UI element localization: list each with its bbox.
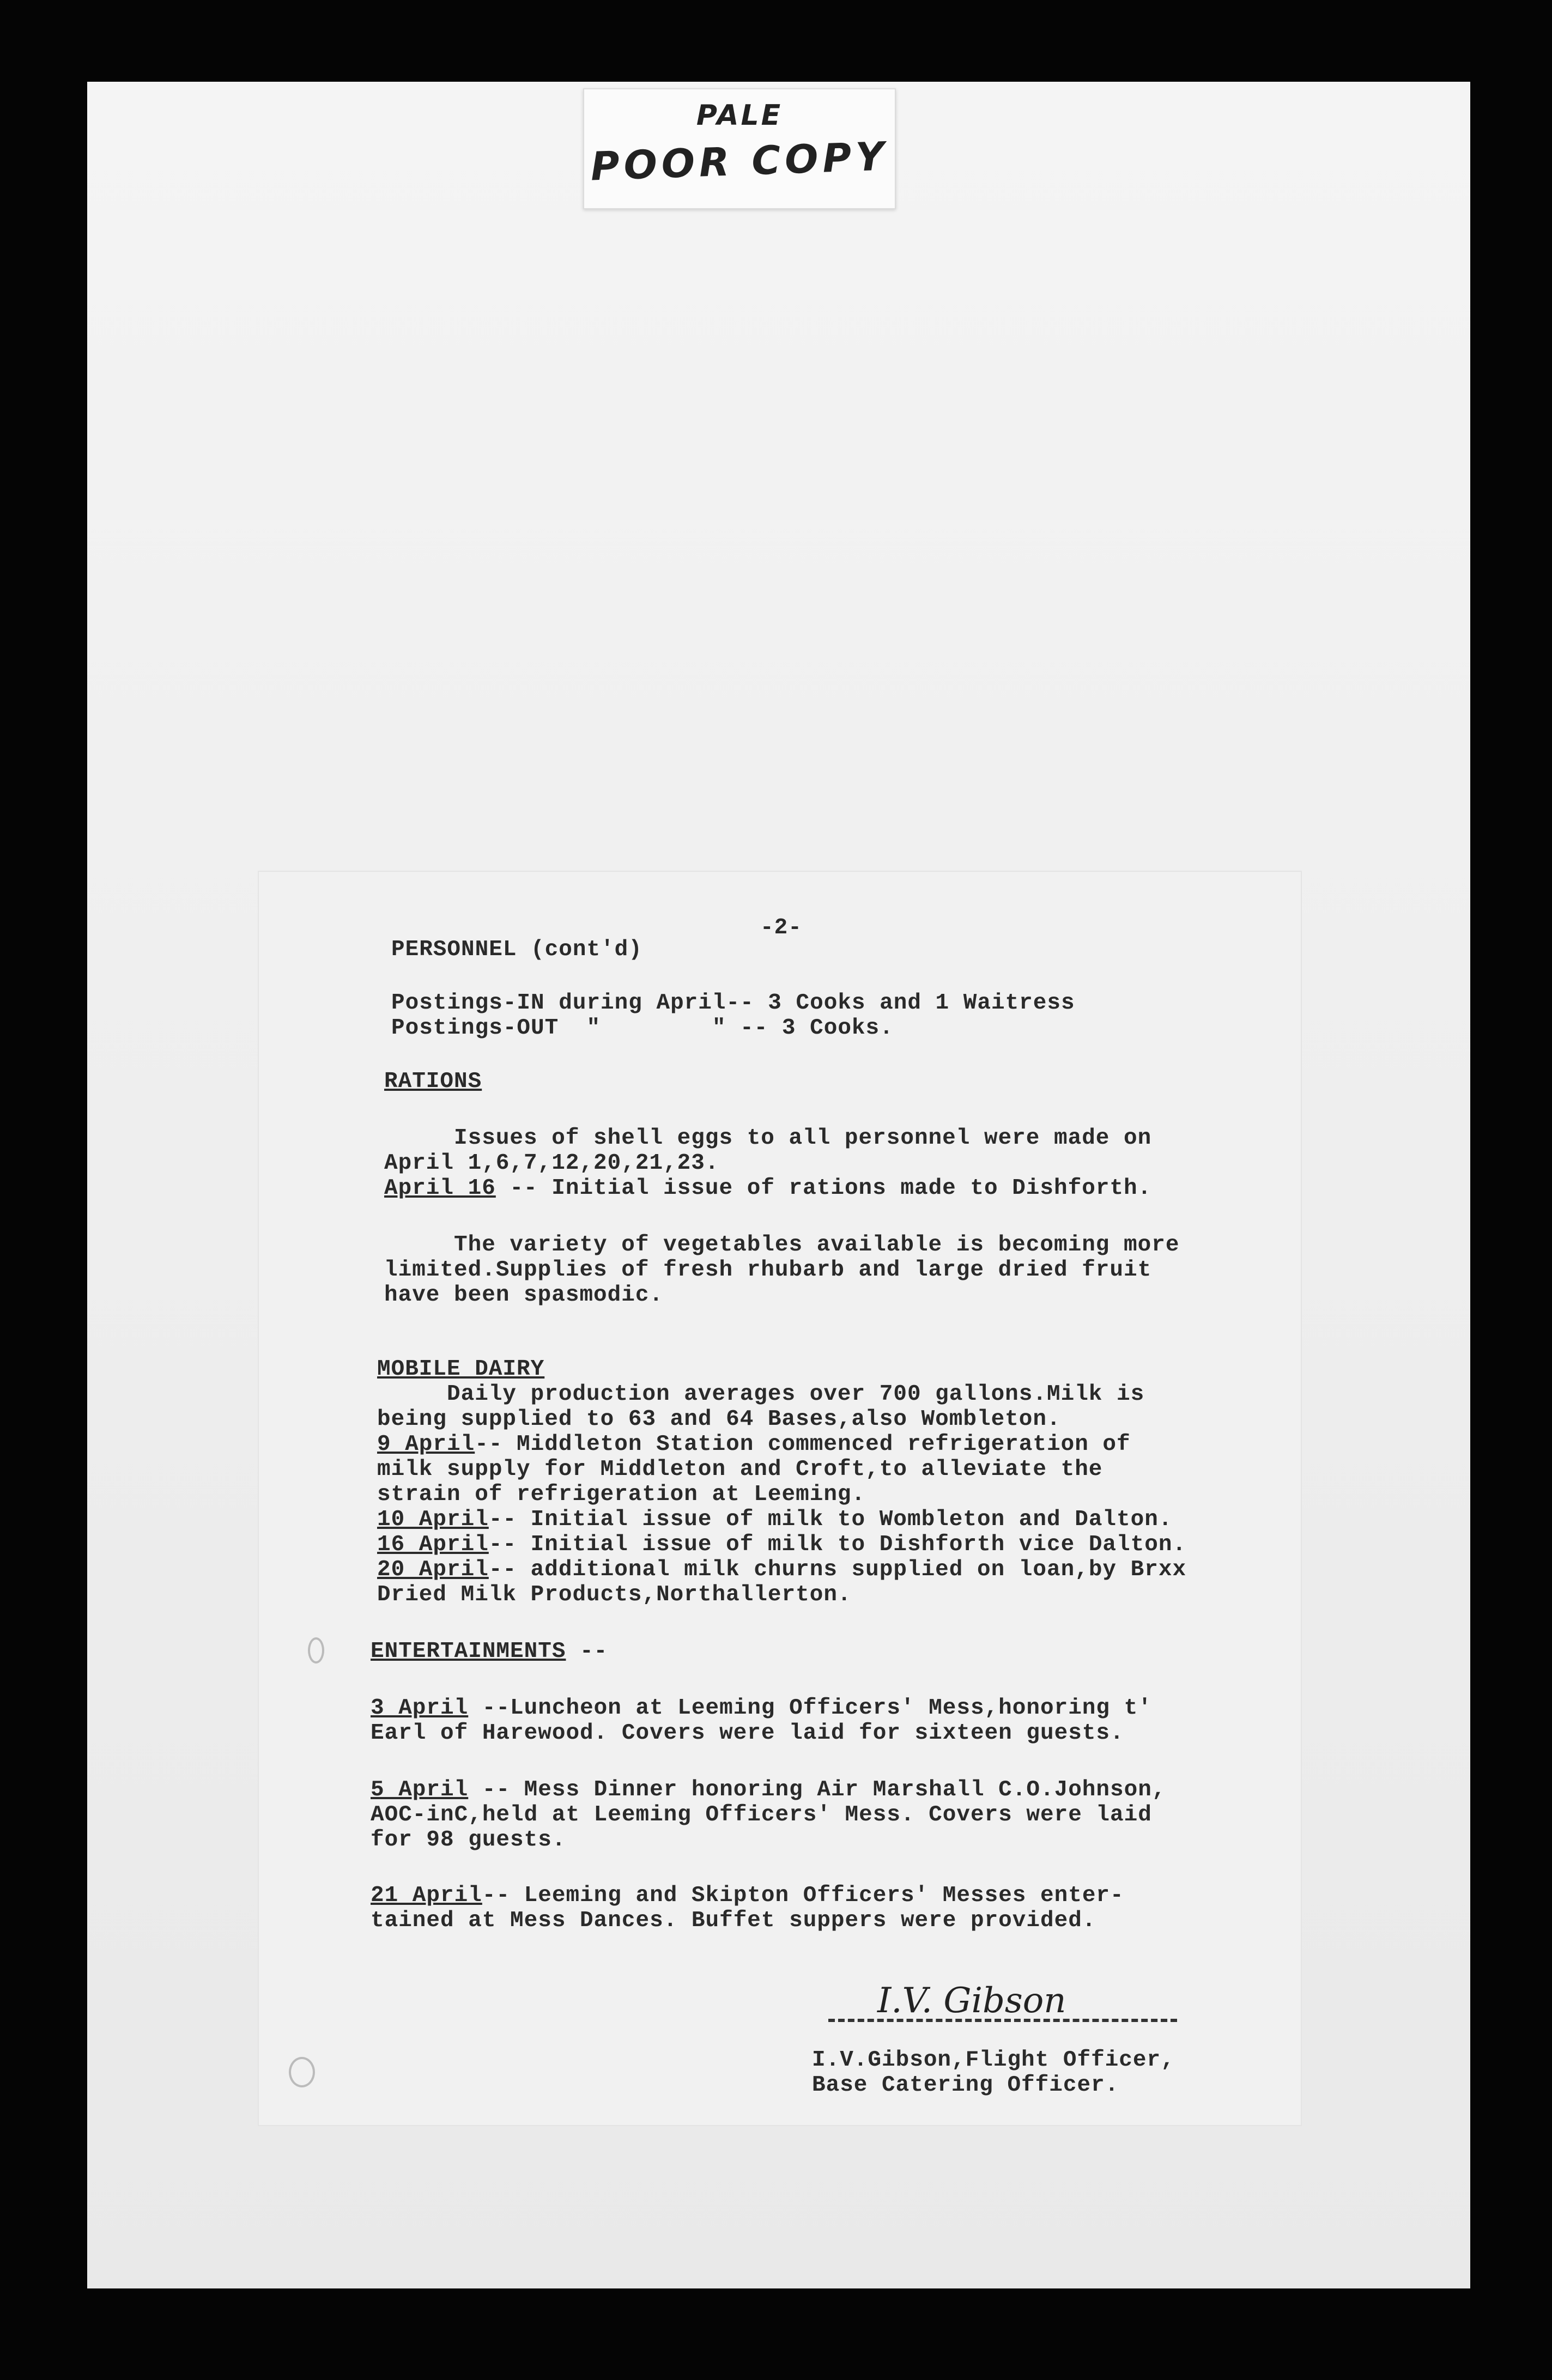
dairy-line-7 (377, 1532, 1186, 1557)
pale-poor-copy-note (583, 88, 896, 209)
dairy-date-3: 16 April (377, 1532, 489, 1557)
mobile-dairy-heading: MOBILE DAIRY (377, 1357, 545, 1382)
rations-date: April 16 (384, 1176, 496, 1201)
dairy-line-9: Dried Milk Products,Northallerton. (377, 1582, 852, 1607)
scan-mark (308, 1637, 324, 1663)
rations-heading: RATIONS (384, 1069, 482, 1094)
dairy-line-5: strain of refrigeration at Leeming. (377, 1482, 866, 1507)
rations-line-4: The variety of vegetables available is becoming more (384, 1232, 1180, 1258)
entertainment-1-line-2: Earl of Harewood. Covers were laid for sixteen guests. (371, 1721, 1124, 1746)
dairy-date-4: 20 April (377, 1557, 489, 1582)
scan-mark (289, 2057, 315, 2087)
entertainment-date-2: 5 April (371, 1777, 469, 1802)
personnel-heading: PERSONNEL (cont'd) (391, 937, 642, 962)
entertainment-2-line-1 (371, 1777, 1166, 1802)
signature-name: I.V.Gibson,Flight Officer, (812, 2048, 1175, 2073)
rations-line-6: have been spasmodic. (384, 1283, 664, 1308)
entertainment-date-3: 21 April (371, 1883, 482, 1908)
entertainment-2-text: -- Mess Dinner honoring Air Marshall C.O.Johnson, (468, 1777, 1166, 1802)
entertainment-2-line-2: AOC-inC,held at Leeming Officers' Mess. Covers were laid (371, 1802, 1152, 1827)
entertainment-date-1: 3 April (371, 1696, 469, 1721)
entertainment-3-line-2: tained at Mess Dances. Buffet suppers were provided. (371, 1908, 1096, 1933)
postings-in-line: Postings-IN during April-- 3 Cooks and 1 Waitress (391, 991, 1075, 1016)
rations-line-1: Issues of shell eggs to all personnel were made on (384, 1126, 1152, 1151)
dairy-line-3 (377, 1432, 1131, 1457)
dairy-line-8 (377, 1557, 1186, 1582)
dairy-date-1: 9 April (377, 1432, 475, 1457)
rations-line-2: April 1,6,7,12,20,21,23. (384, 1151, 719, 1176)
entertainment-1-line-1 (371, 1696, 1152, 1721)
entertainments-heading-line (371, 1639, 608, 1664)
signature-line (828, 2019, 1177, 2022)
dairy-line-6 (377, 1507, 1172, 1532)
rations-line-3-text: -- Initial issue of rations made to Dishforth. (495, 1176, 1152, 1201)
entertainment-1-text: --Luncheon at Leeming Officers' Mess,honoring t' (468, 1696, 1152, 1721)
entertainments-heading-suffix: -- (566, 1639, 608, 1664)
handwritten-signature: I.V. Gibson (877, 1981, 1066, 2021)
entertainment-3-text: -- Leeming and Skipton Officers' Messes enter- (482, 1883, 1124, 1908)
postings-out-line: Postings-OUT " " -- 3 Cooks. (391, 1016, 894, 1041)
dairy-line-3-text: -- Middleton Station commenced refrigeration of (475, 1432, 1131, 1457)
entertainment-2-line-3: for 98 guests. (371, 1827, 566, 1853)
signature-title: Base Catering Officer. (812, 2073, 1119, 2098)
dairy-line-2: being supplied to 63 and 64 Bases,also Wombleton. (377, 1407, 1061, 1432)
dairy-line-1: Daily production averages over 700 gallons.Milk is (377, 1382, 1145, 1407)
note-line-2: POOR COPY (590, 133, 889, 190)
note-line-1: PALE (696, 99, 783, 132)
dairy-line-8-text: -- additional milk churns supplied on loan,by Brxx (488, 1557, 1187, 1582)
dairy-date-2: 10 April (377, 1507, 489, 1532)
page-number: -2- (760, 915, 802, 940)
rations-line-3 (384, 1176, 1151, 1201)
dairy-line-6-text: -- Initial issue of milk to Wombleton and Dalton. (488, 1507, 1173, 1532)
dairy-line-7-text: -- Initial issue of milk to Dishforth vice Dalton. (488, 1532, 1187, 1557)
dairy-line-4: milk supply for Middleton and Croft,to alleviate the (377, 1457, 1103, 1482)
entertainments-heading: ENTERTAINMENTS (371, 1639, 566, 1664)
entertainment-3-line-1 (371, 1883, 1124, 1908)
rations-line-5: limited.Supplies of fresh rhubarb and large dried fruit (384, 1258, 1152, 1283)
